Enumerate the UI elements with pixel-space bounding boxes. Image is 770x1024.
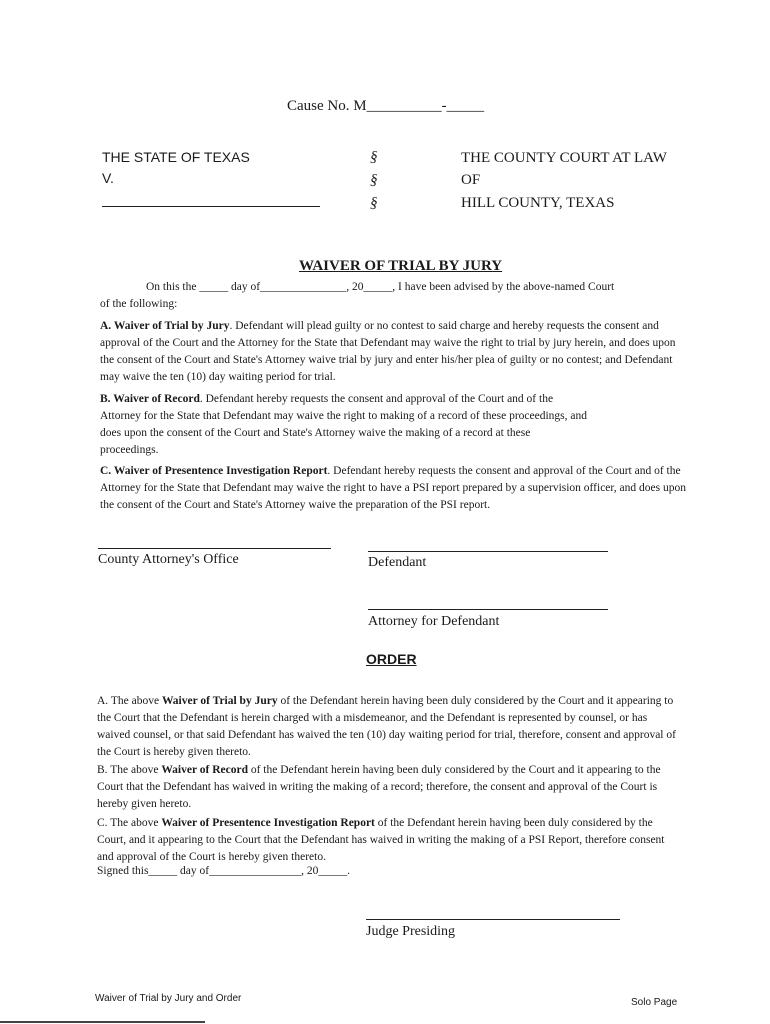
order-b-text: of the Defendant herein having been duly considered by the Court and it appearing to the Court that the Defendant has waived in writing the making of a record; therefore, the consent and approval of the Court is hereby given hereto. <box>97 764 661 810</box>
waiver-a-label: A. Waiver of Trial by Jury <box>100 320 230 332</box>
defendant-label: Defendant <box>368 555 427 570</box>
order-c-prefix: C. The above <box>97 817 162 829</box>
waiver-c-label: C. Waiver of Presentence Investigation Report <box>100 465 328 477</box>
order-section-a <box>97 693 679 761</box>
order-heading: ORDER <box>366 651 417 667</box>
attorney-signature-line <box>368 609 608 610</box>
footer-title: Waiver of Trial by Jury and Order <box>95 993 242 1004</box>
order-a-prefix: A. The above <box>97 695 162 707</box>
order-c-text: of the Defendant herein having been duly considered by the Court, and it appearing to the Court that the Defendant has waived in writing the making of a PSI Report, therefore consent and approval of the Court is hereby given thereto. <box>97 817 665 863</box>
document-title: WAIVER OF TRIAL BY JURY <box>299 258 503 274</box>
caption-versus: V. <box>102 170 114 186</box>
section-mark: § <box>370 195 378 211</box>
scan-edge-line <box>0 1021 205 1023</box>
caption-court: THE COUNTY COURT AT LAW <box>461 150 667 166</box>
defendant-signature-line <box>368 551 608 552</box>
footer-page: Solo Page <box>631 997 678 1008</box>
judge-signature-line <box>366 919 620 920</box>
section-mark: § <box>370 172 378 188</box>
order-a-text: of the Defendant herein having been duly considered by the Court and it appearing to the Court that the Defendant is herein charged with a misdemeanor, and the Defendant is represented by counsel, or has waived counsel, or that said Defendant has waived the ten (10) day waiting period for trial, therefore, consent and approval of the Court is hereby given thereto. <box>97 695 676 758</box>
waiver-c-text: . Defendant hereby requests the consent and approval of the Court and of the Attorney for the State that Defendant may waive the right to have a PSI report prepared by a supervision officer, and does upon the consent of the Court and State's Attorney waive the preparation of the PSI report. <box>100 465 686 511</box>
intro-line: On this the _____ day of_______________, 20_____, I have been advised by the above-named Court <box>146 281 615 293</box>
waiver-a-text: . Defendant will plead guilty or no contest to said charge and hereby requests the consent and approval of the Court and the Attorney for the State that Defendant may waive the right to trial by jury herein, and does upon the consent of the Court and State's Attorney waive trial by jury and enter his/her plea of guilty or no contest; and Defendant may waive the ten (10) day waiting period for trial. <box>100 320 676 383</box>
waiver-record <box>100 391 590 459</box>
order-b-prefix: B. The above <box>97 764 162 776</box>
order-section-b <box>97 762 679 813</box>
caption-of: OF <box>461 172 481 188</box>
caption-county: HILL COUNTY, TEXAS <box>461 195 615 211</box>
waiver-psi <box>100 463 690 514</box>
attorney-label: Attorney for Defendant <box>368 614 500 629</box>
waiver-b-text: . Defendant hereby requests the consent and approval of the Court and of the Attorney for the State that Defendant may waive the right to making of a record of these proceedings, and does upon the consent of the Court and State's Attorney waive the making of a record at these proceedings. <box>100 393 587 456</box>
order-b-bold: Waiver of Record <box>161 764 248 776</box>
waiver-trial-by-jury <box>100 318 690 386</box>
waiver-b-label: B. Waiver of Record <box>100 393 200 405</box>
county-attorney-signature-line <box>98 548 331 549</box>
order-c-bold: Waiver of Presentence Investigation Report <box>161 817 375 829</box>
caption-state: THE STATE OF TEXAS <box>102 149 250 165</box>
intro-line-2: of the following: <box>100 298 178 310</box>
county-attorney-label: County Attorney's Office <box>98 552 239 567</box>
defendant-name-line <box>102 206 320 207</box>
section-mark: § <box>370 149 378 165</box>
judge-label: Judge Presiding <box>366 924 456 939</box>
order-section-c <box>97 815 679 866</box>
cause-number: Cause No. M__________-_____ <box>287 98 485 114</box>
signed-date-line: Signed this_____ day of________________, 20_____. <box>97 865 350 877</box>
order-a-bold: Waiver of Trial by Jury <box>161 695 278 707</box>
